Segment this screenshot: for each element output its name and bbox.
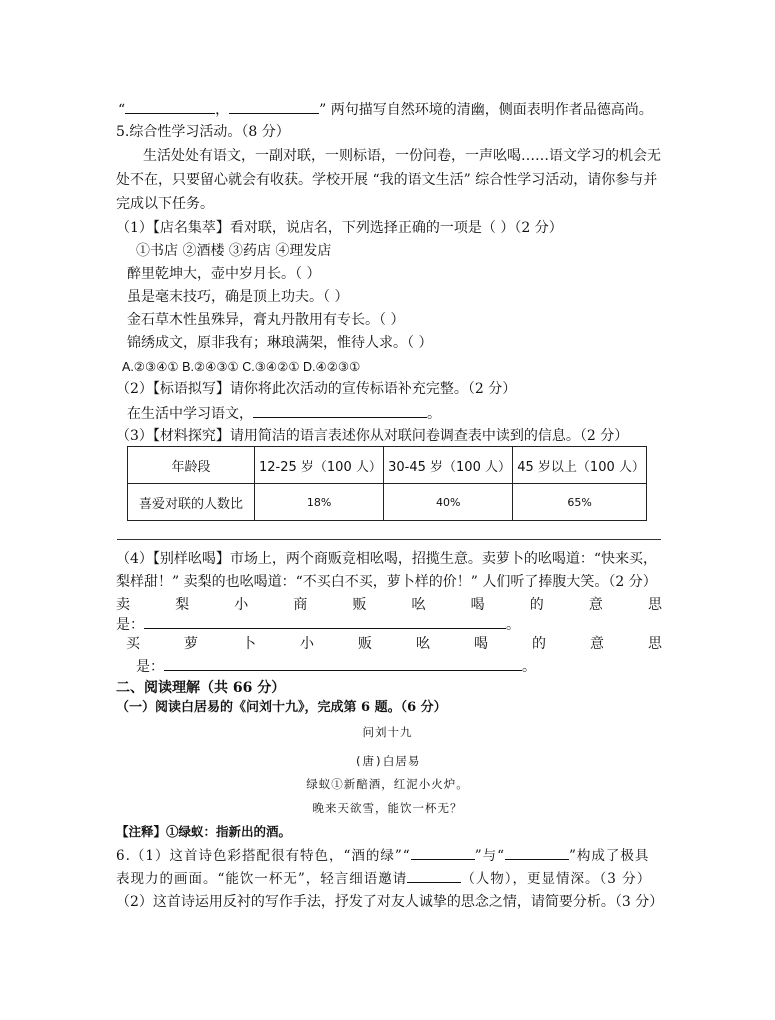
char: 喝 (474, 636, 488, 652)
char: 卜 (242, 636, 256, 652)
q5-intro-line-2: 处不在，只要留心就会有收获。学校开展 “我的语文生活” 综合性学习活动，请你参与并 (116, 172, 658, 188)
couplet-3: 金石草木性虽殊异，膏丸丹散用有专长。（ ） (127, 312, 405, 328)
char: 小 (234, 597, 249, 613)
header-cell: 45 岁以上（100 人） (513, 447, 647, 484)
pear-answer-blank[interactable] (144, 614, 506, 629)
pear-answer-line (116, 614, 520, 635)
radish-answer-line (136, 656, 536, 677)
char: 的 (532, 636, 546, 652)
q5-title: 5.综合性学习活动。（8 分） (116, 124, 290, 140)
q6-text: ”构成了极具 (569, 848, 650, 864)
char: 意 (588, 597, 603, 613)
data-cell: 40% (384, 484, 513, 521)
answer-line-sub3[interactable] (117, 539, 661, 540)
char: 喝 (470, 597, 485, 613)
q6-line-3: （2）这首诗运用反衬的写作手法，抒发了对友人诚挚的思念之情，请简要分析。（3 分） (116, 894, 664, 910)
char: 意 (590, 636, 604, 652)
char: 思 (648, 636, 662, 652)
q5-sub3-stem: （3）【材料探究】请用简洁的语言表述你从对联问卷调查表中读到的信息。（2 分） (116, 428, 629, 444)
q5-sub2-stem: （2）【标语拟写】请你将此次活动的宣传标语补充完整。（2 分） (116, 381, 517, 397)
pear-vendor-label (116, 595, 662, 615)
period: 。 (522, 659, 536, 675)
q5-sub4-stem-1: （4）【别样吆喝】市场上，两个商贩竞相吆喝，招揽生意。卖萝卜的吆喝道：“快来买， (116, 551, 658, 567)
survey-data-row (128, 484, 647, 521)
q6-text: 6.（1）这首诗色彩搭配很有特色，“酒的绿”“ (116, 848, 411, 864)
q5-sub1-choices: A.②③④① B.②④③① C.③④②① D.④②③① (122, 360, 361, 374)
q5-sub4-stem-2: 梨样甜！” 卖梨的也吆喝道：“不买白不买，萝卜样的价！” 人们听了捧腹大笑。（2 分） (116, 574, 657, 590)
slogan-prefix: 在生活中学习语文， (127, 406, 253, 422)
char: 吆 (416, 636, 430, 652)
blank-1[interactable] (125, 99, 215, 114)
q5-sub1-options: ①书店 ②酒楼 ③药店 ④理发店 (136, 243, 332, 259)
radish-vendor-label (126, 634, 662, 654)
char: 买 (126, 636, 140, 652)
char: 小 (300, 636, 314, 652)
period: 。 (506, 617, 520, 633)
q6-blank-2[interactable] (505, 845, 569, 860)
section-2-part-1: （一）阅读白居易的《问刘十九》，完成第 6 题。（6 分） (116, 700, 447, 715)
q5-intro-line-3: 完成以下任务。 (116, 196, 214, 212)
poem-title: 问刘十九 (362, 725, 413, 739)
q6-line-2 (116, 868, 651, 889)
comma: ， (215, 102, 230, 118)
blank-2[interactable] (229, 99, 319, 114)
couplet-2: 虽是毫末技巧，确是顶上功夫。（ ） (127, 289, 349, 305)
couplet-4: 锦绣成文，原非我有；琳琅满架，惟待人求。（ ） (127, 335, 433, 351)
char: 梨 (175, 597, 190, 613)
char: 贩 (352, 597, 367, 613)
header-cell: 12-25 岁（100 人） (255, 447, 384, 484)
row-label: 喜爱对联的人数比 (128, 484, 255, 521)
radish-tail: 是： (136, 659, 164, 675)
q6-blank-3[interactable] (407, 868, 461, 883)
header-cell: 年龄段 (128, 447, 255, 484)
slogan-blank[interactable] (253, 403, 427, 418)
char: 思 (647, 597, 662, 613)
header-cell: 30-45 岁（100 人） (384, 447, 513, 484)
slogan-suffix: 。 (427, 406, 441, 422)
q6-text: ”与“ (474, 848, 505, 864)
q6-text: 表现力的画面。“能饮一杯无”，轻言细语邀请 (116, 871, 408, 887)
poem-author: (唐)白居易 (354, 754, 421, 768)
data-cell: 65% (513, 484, 647, 521)
char: 吆 (411, 597, 426, 613)
q5-intro-line-1: 生活处处有语文，一副对联，一则标语，一份问卷，一声吆喝……语文学习的机会无 (143, 148, 661, 164)
q6-line-1 (116, 845, 649, 866)
open-quote: “ (118, 102, 126, 118)
pear-tail: 是： (116, 617, 144, 633)
char: 贩 (358, 636, 372, 652)
char: 卖 (116, 597, 130, 613)
char: 萝 (184, 636, 198, 652)
poem-note: 【注释】①绿蚁：指新出的酒。 (116, 824, 292, 839)
survey-table (127, 446, 647, 521)
poem-line-1: 绿蚁①新醅酒，红泥小火炉。 (306, 777, 469, 791)
q4-fill-line (118, 99, 653, 120)
q5-sub2-slogan (127, 403, 441, 424)
q6-blank-1[interactable] (411, 845, 475, 860)
char: 商 (293, 597, 308, 613)
q4-rest-text: ” 两句描写自然环境的清幽，侧面表明作者品德高尚。 (319, 102, 653, 118)
poem-line-2: 晚来天欲雪，能饮一杯无？ (312, 801, 463, 815)
radish-answer-blank[interactable] (164, 656, 522, 671)
couplet-1: 醉里乾坤大，壶中岁月长。（ ） (127, 266, 321, 282)
char: 的 (529, 597, 544, 613)
q6-text: （人物），更显情深。（3 分） (461, 871, 652, 887)
q5-sub1-stem: （1）【店名集萃】看对联，说店名，下列选择正确的一项是（ ）（2 分） (116, 220, 563, 236)
data-cell: 18% (255, 484, 384, 521)
section-2-title: 二、阅读理解（共 66 分） (116, 680, 286, 696)
survey-header-row (128, 447, 647, 484)
